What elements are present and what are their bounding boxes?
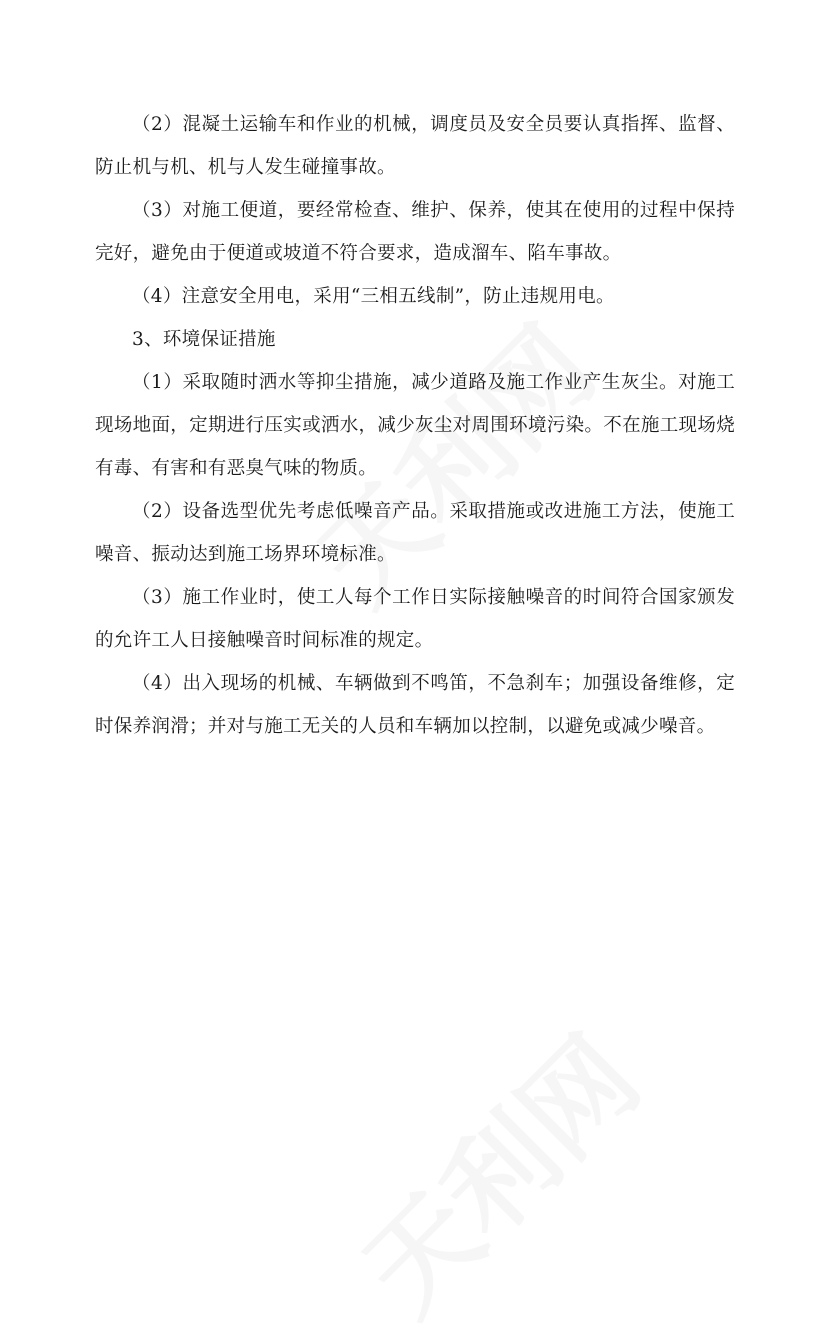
watermark — [322, 996, 667, 1341]
document-body — [95, 103, 735, 748]
paragraph-low-noise-equipment: （2）设备选型优先考虑低噪音产品。采取措施或改进施工方法，使施工噪音、振动达到施工场界环境标准。 — [95, 501, 735, 565]
paragraph-dust-control: （1）采取随时洒水等抑尘措施，减少道路及施工作业产生灰尘。对施工现场地面，定期进行压实或洒水，减少灰尘对周围环境污染。不在施工现场烧有毒、有害和有恶臭气味的物质。 — [95, 372, 735, 479]
section-heading-environment: 3、环境保证措施 — [132, 329, 276, 350]
paragraph-vehicle-noise: （4）出入现场的机械、车辆做到不鸣笛，不急刹车；加强设备维修，定时保养润滑；并对与施工无关的人员和车辆加以控制，以避免或减少噪音。 — [95, 673, 735, 737]
paragraph-electricity: （4）注意安全用电，采用“三相五线制”，防止违规用电。 — [132, 286, 615, 307]
paragraph-access-road: （3）对施工便道，要经常检查、维护、保养，使其在使用的过程中保持完好，避免由于便道或坡道不符合要求，造成溜车、陷车事故。 — [95, 200, 735, 264]
paragraph-equipment-collision: （2）混凝土运输车和作业的机械，调度员及安全员要认真指挥、监督、防止机与机、机与人发生碰撞事故。 — [95, 114, 735, 178]
paragraph-noise-exposure: （3）施工作业时，使工人每个工作日实际接触噪音的时间符合国家颁发的允许工人日接触噪音时间标准的规定。 — [95, 587, 735, 651]
